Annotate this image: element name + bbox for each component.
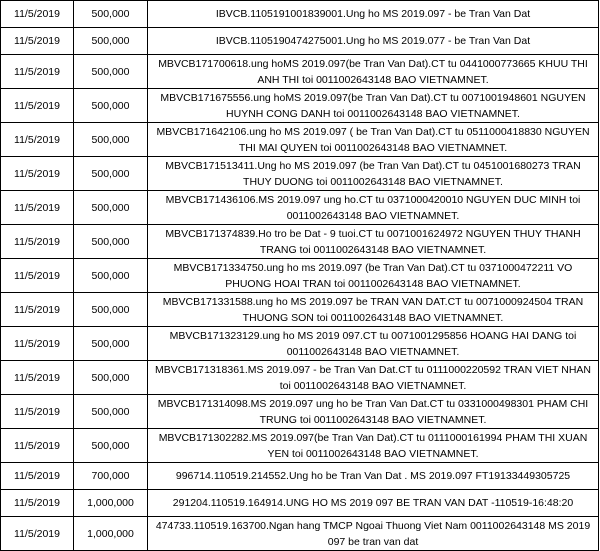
- date-cell: 11/5/2019: [1, 89, 74, 123]
- table-row: [1, 490, 599, 517]
- amount-cell: 500,000: [74, 1, 148, 28]
- date-cell: 11/5/2019: [1, 490, 74, 517]
- table-row: [1, 463, 599, 490]
- description-cell: MBVCB171700618.ung hoMS 2019.097(be Tran Van Dat).CT tu 0441000773665 KHUU THI ANH THI toi 0011002643148 BAO VIETNAMNET.: [148, 55, 599, 89]
- table-row: [1, 28, 599, 55]
- amount-cell: 500,000: [74, 191, 148, 225]
- date-cell: 11/5/2019: [1, 395, 74, 429]
- table-row: [1, 395, 599, 429]
- amount-cell: 500,000: [74, 157, 148, 191]
- description-cell: MBVCB171436106.MS 2019.097 ung ho.CT tu 0371000420010 NGUYEN DUC MINH toi 0011002643148 BAO VIETNAMNET.: [148, 191, 599, 225]
- date-cell: 11/5/2019: [1, 517, 74, 551]
- description-cell: 474733.110519.163700.Ngan hang TMCP Ngoai Thuong Viet Nam 0011002643148 MS 2019 097 be tran van dat: [148, 517, 599, 551]
- amount-cell: 500,000: [74, 55, 148, 89]
- description-cell: MBVCB171374839.Ho tro be Dat - 9 tuoi.CT tu 0071001624972 NGUYEN THUY THANH TRANG toi 0011002643148 BAO VIETNAMNET.: [148, 225, 599, 259]
- description-cell: IBVCB.1105191001839001.Ung ho MS 2019.097 - be Tran Van Dat: [148, 1, 599, 28]
- table-row: [1, 517, 599, 551]
- date-cell: 11/5/2019: [1, 293, 74, 327]
- description-cell: IBVCB.1105190474275001.Ung ho MS 2019.077 - be Tran Van Dat: [148, 28, 599, 55]
- amount-cell: 500,000: [74, 259, 148, 293]
- description-cell: MBVCB171513411.Ung ho MS 2019.097 (be Tran Van Dat).CT tu 0451001680273 TRAN THUY DUONG toi 0011002643148 BAO VIETNAMNET.: [148, 157, 599, 191]
- description-cell: MBVCB171302282.MS 2019.097(be Tran Van Dat).CT tu 0111000161994 PHAM THI XUAN YEN toi 0011002643148 BAO VIETNAMNET.: [148, 429, 599, 463]
- amount-cell: 500,000: [74, 395, 148, 429]
- amount-cell: 500,000: [74, 293, 148, 327]
- date-cell: 11/5/2019: [1, 225, 74, 259]
- description-cell: 996714.110519.214552.Ung ho be Tran Van Dat . MS 2019.097 FT19133449305725: [148, 463, 599, 490]
- amount-cell: 1,000,000: [74, 490, 148, 517]
- date-cell: 11/5/2019: [1, 1, 74, 28]
- table-row: [1, 191, 599, 225]
- table-row: [1, 123, 599, 157]
- date-cell: 11/5/2019: [1, 259, 74, 293]
- description-cell: 291204.110519.164914.UNG HO MS 2019 097 BE TRAN VAN DAT -110519-16:48:20: [148, 490, 599, 517]
- date-cell: 11/5/2019: [1, 463, 74, 490]
- table-row: [1, 225, 599, 259]
- amount-cell: 700,000: [74, 463, 148, 490]
- description-cell: MBVCB171642106.ung ho MS 2019.097 ( be Tran Van Dat).CT tu 0511000418830 NGUYEN THI MAI QUYEN toi 0011002643148 BAO VIETNAMNET.: [148, 123, 599, 157]
- date-cell: 11/5/2019: [1, 327, 74, 361]
- table-row: [1, 89, 599, 123]
- table-row: [1, 55, 599, 89]
- table-row: [1, 157, 599, 191]
- amount-cell: 500,000: [74, 361, 148, 395]
- amount-cell: 500,000: [74, 225, 148, 259]
- amount-cell: 500,000: [74, 429, 148, 463]
- date-cell: 11/5/2019: [1, 55, 74, 89]
- description-cell: MBVCB171323129.ung ho MS 2019 097.CT tu 0071001295856 HOANG HAI DANG toi 0011002643148 BAO VIETNAMNET.: [148, 327, 599, 361]
- date-cell: 11/5/2019: [1, 123, 74, 157]
- date-cell: 11/5/2019: [1, 28, 74, 55]
- description-cell: MBVCB171331588.ung ho MS 2019.097 be TRAN VAN DAT.CT tu 0071000924504 TRAN THUONG SON toi 0011002643148 BAO VIETNAMNET.: [148, 293, 599, 327]
- table-row: [1, 1, 599, 28]
- description-cell: MBVCB171334750.ung ho ms 2019.097 (be Tran Van Dat).CT tu 0371000472211 VO PHUONG HOAI TRAN toi 0011002643148 BAO VIETNAMNET.: [148, 259, 599, 293]
- amount-cell: 1,000,000: [74, 517, 148, 551]
- amount-cell: 500,000: [74, 123, 148, 157]
- date-cell: 11/5/2019: [1, 157, 74, 191]
- description-cell: MBVCB171318361.MS 2019.097 - be Tran Van Dat.CT tu 0111000220592 TRAN VIET NHAN toi 0011002643148 BAO VIETNAMNET.: [148, 361, 599, 395]
- amount-cell: 500,000: [74, 327, 148, 361]
- date-cell: 11/5/2019: [1, 191, 74, 225]
- table-row: [1, 327, 599, 361]
- transactions-table-body: [1, 1, 599, 551]
- description-cell: MBVCB171675556.ung hoMS 2019.097(be Tran Van Dat).CT tu 0071001948601 NGUYEN HUYNH CONG DANH toi 0011002643148 BAO VIETNAMNET.: [148, 89, 599, 123]
- amount-cell: 500,000: [74, 28, 148, 55]
- table-row: [1, 429, 599, 463]
- table-row: [1, 293, 599, 327]
- table-row: [1, 361, 599, 395]
- amount-cell: 500,000: [74, 89, 148, 123]
- table-row: [1, 259, 599, 293]
- date-cell: 11/5/2019: [1, 361, 74, 395]
- date-cell: 11/5/2019: [1, 429, 74, 463]
- description-cell: MBVCB171314098.MS 2019.097 ung ho be Tran Van Dat.CT tu 0331000498301 PHAM CHI TRUNG toi 0011002643148 BAO VIETNAMNET.: [148, 395, 599, 429]
